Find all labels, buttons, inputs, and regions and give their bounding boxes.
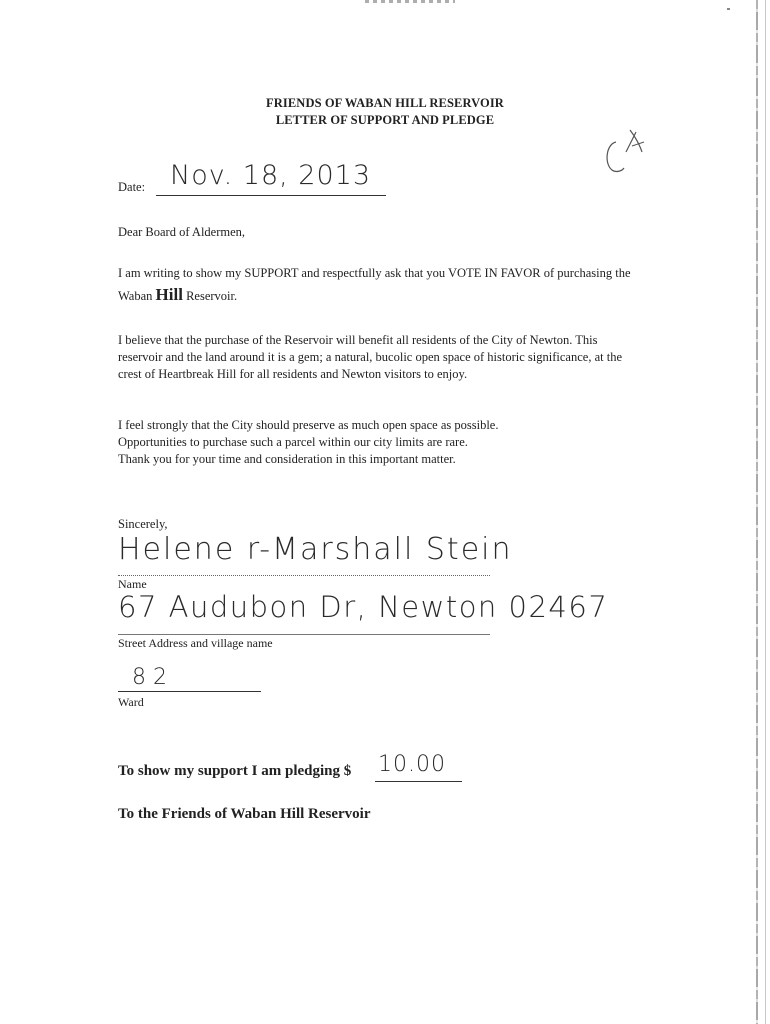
handwritten-initials-mark [596,120,656,180]
letter-footer: To the Friends of Waban Hill Reservoir [118,806,371,822]
pledge-text: To show my support I am pledging $ [118,763,352,779]
ward-label: Ward [118,695,144,709]
support-paragraph-end: Reservoir. [186,289,238,303]
address-label: Street Address and village name [118,636,273,650]
letter-title-line1: FRIENDS OF WABAN HILL RESERVOIR [266,96,504,110]
date-label: Date: [118,180,146,194]
scan-edge-artifact-2 [765,0,766,1024]
date-underline [156,195,386,196]
address-line [118,634,490,635]
pledge-underline [375,781,462,782]
name-line [118,575,490,576]
pledge-amount: 10.00 [378,752,446,777]
scan-dot-artifact [727,8,730,10]
date-value: Nov. 18, 2013 [170,160,371,191]
preserve-line2: Opportunities to purchase such a parcel within our city limits are rare. [118,435,468,449]
ward-value: 8 2 [132,665,167,690]
address-value: 67 Audubon Dr, Newton 02467 [118,590,609,624]
support-paragraph [118,262,638,307]
pledge-line [118,763,351,780]
benefit-paragraph: I believe that the purchase of the Reservoir will benefit all residents of the City of Newton. This reservoir and the land around it is a gem; a natural, bucolic open space of historic significance, at the crest of Heartbreak Hill for all residents and Newton visitors to enjoy. [118,333,622,381]
name-value: Helene r-Marshall Stein [118,532,513,567]
preserve-line1: I feel strongly that the City should preserve as much open space as possible. [118,418,499,432]
ward-line [118,691,261,692]
closing: Sincerely, [118,517,168,531]
name-label: Name [118,577,147,591]
preserve-line3: Thank you for your time and consideration in this important matter. [118,452,456,466]
scan-top-artifact [365,0,455,3]
salutation: Dear Board of Aldermen, [118,225,246,239]
scan-edge-artifact [756,0,758,1024]
preserve-paragraph [118,417,638,468]
support-paragraph-emphasis: Hill [155,285,183,304]
letter-title-line2: LETTER OF SUPPORT AND PLEDGE [275,113,495,127]
support-paragraph-text: I am writing to show my SUPPORT and respectfully ask that you VOTE IN FAVOR of purchasing the Waban [118,266,631,303]
